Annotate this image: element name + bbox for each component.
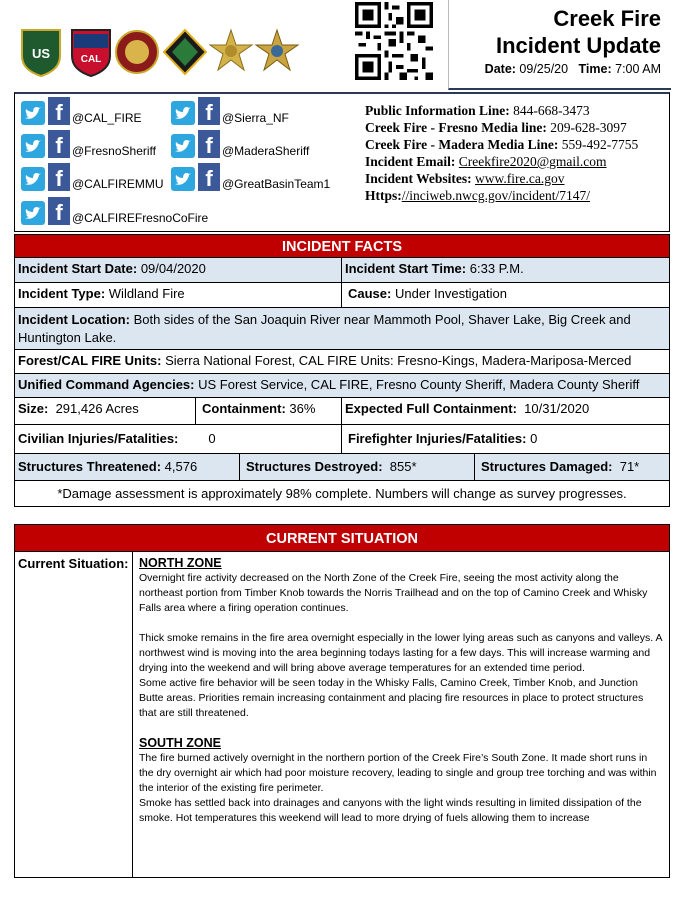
facts-row-structures bbox=[14, 454, 670, 481]
svg-text:CAL: CAL bbox=[80, 54, 102, 65]
time-value: 7:00 AM bbox=[615, 62, 661, 76]
twitter-icon[interactable] bbox=[171, 167, 195, 191]
twitter-icon[interactable] bbox=[21, 101, 45, 125]
social-great-basin[interactable] bbox=[171, 163, 330, 191]
facts-row-units bbox=[14, 350, 670, 374]
facts-row-agencies bbox=[14, 374, 670, 398]
date-label: Date: bbox=[484, 62, 516, 76]
social-sierra-nf[interactable] bbox=[171, 97, 289, 125]
madera-sheriff-star bbox=[254, 26, 300, 78]
structures-destroyed-cell: Structures Destroyed: 855* bbox=[240, 454, 475, 480]
contact-info bbox=[365, 102, 638, 204]
social-fresno-sheriff[interactable] bbox=[21, 130, 156, 158]
social-handle[interactable]: @CALFIREMMU bbox=[72, 177, 164, 191]
facebook-icon[interactable]: f bbox=[198, 97, 220, 125]
units-cell: Forest/CAL FIRE Units: Sierra National Forest, CAL FIRE Units: Fresno-Kings, Madera-Mariposa-Merced bbox=[18, 353, 632, 368]
facts-row-note bbox=[14, 481, 670, 507]
fire-ca-gov-link[interactable]: www.fire.ca.gov bbox=[475, 171, 565, 186]
us-forest-service-logo bbox=[18, 26, 64, 78]
agencies-cell: Unified Command Agencies: US Forest Service, CAL FIRE, Fresno County Sheriff, Madera County Sheriff bbox=[18, 377, 640, 392]
social-calfire-fresno[interactable] bbox=[21, 197, 208, 225]
fresno-media-line: Creek Fire - Fresno Media line: 209-628-3097 bbox=[365, 120, 627, 135]
facts-row-size bbox=[14, 398, 670, 425]
structures-damaged-cell: Structures Damaged: 71* bbox=[481, 459, 640, 474]
location-cell: Incident Location: Both sides of the San Joaquin River near Mammoth Pool, Shaver Lake, Big Creek and Huntington Lake. bbox=[18, 312, 631, 345]
facebook-icon[interactable]: f bbox=[198, 130, 220, 158]
start-date-cell: Incident Start Date: 09/04/2020 bbox=[15, 258, 342, 282]
twitter-icon[interactable] bbox=[21, 134, 45, 158]
facts-row-injuries bbox=[14, 425, 670, 454]
public-info-line: Public Information Line: 844-668-3473 bbox=[365, 103, 590, 118]
title-line1: Creek Fire bbox=[553, 6, 661, 31]
damage-note: *Damage assessment is approximately 98% complete. Numbers will change as survey progresses. bbox=[57, 486, 627, 501]
facebook-icon[interactable]: f bbox=[48, 130, 70, 158]
facts-row-type bbox=[14, 283, 670, 308]
social-handle[interactable]: @GreatBasinTeam1 bbox=[222, 177, 331, 191]
social-cal-fire[interactable] bbox=[21, 97, 142, 125]
incident-facts-table bbox=[14, 234, 670, 507]
time-label: Time: bbox=[578, 62, 612, 76]
south-zone-paragraph: Smoke has settled back into drainages and canyons with the light winds resulting in limited dissipation of the smoke. Hot temperatures this weekend will lead to more drying of fuels allowing them to increase bbox=[139, 797, 642, 824]
title-line2: Incident Update bbox=[495, 33, 661, 58]
expected-containment-cell: Expected Full Containment: 10/31/2020 bbox=[345, 401, 590, 416]
contact-section bbox=[14, 92, 670, 232]
facebook-icon[interactable]: f bbox=[48, 197, 70, 225]
twitter-icon[interactable] bbox=[21, 201, 45, 225]
title-block bbox=[448, 0, 671, 90]
south-zone-title: SOUTH ZONE bbox=[139, 736, 221, 750]
facebook-icon[interactable]: f bbox=[48, 163, 70, 191]
incident-websites: Incident Websites: www.fire.ca.gov bbox=[365, 171, 565, 186]
current-situation-table bbox=[14, 524, 670, 878]
twitter-icon[interactable] bbox=[171, 134, 195, 158]
social-handle[interactable]: @FresnoSheriff bbox=[72, 144, 156, 158]
size-cell: Size: 291,426 Acres bbox=[15, 398, 196, 424]
firefighter-injuries-cell: Firefighter Injuries/Fatalities: 0 bbox=[348, 431, 538, 446]
current-situation-heading: CURRENT SITUATION bbox=[14, 524, 670, 552]
containment-cell: Containment: 36% bbox=[196, 398, 342, 424]
inciweb-link[interactable]: //inciweb.nwcg.gov/incident/7147/ bbox=[401, 188, 590, 203]
twitter-icon[interactable] bbox=[171, 101, 195, 125]
cal-fire-logo bbox=[68, 26, 114, 78]
facts-row-location bbox=[14, 308, 670, 350]
social-handle[interactable]: @CAL_FIRE bbox=[72, 111, 142, 125]
incident-type-cell: Incident Type: Wildland Fire bbox=[15, 283, 342, 307]
incident-email: Incident Email: Creekfire2020@gmail.com bbox=[365, 154, 607, 169]
north-zone-paragraph: Some active fire behavior will be seen today in the Whisky Falls, Camino Creek, Timber Knob, and Junction Butte areas. Priorities remain increasing containment and placing fire resources in place to protect structures that are still threatened. bbox=[139, 677, 644, 719]
social-handle[interactable]: @CALFIREFresnoCoFire bbox=[72, 211, 209, 225]
incident-facts-heading: INCIDENT FACTS bbox=[14, 234, 670, 258]
date-value: 09/25/20 bbox=[519, 62, 569, 76]
north-zone-paragraph: Overnight fire activity decreased on the North Zone of the Creek Fire, seeing the most activity along the northeast portion from Timber Knob towards the Norris Trailhead and on the top of Camino Creek and Whisky Falls area where a firing operation continues. bbox=[139, 572, 648, 614]
situation-content bbox=[133, 552, 669, 877]
cause-cell: Cause: Under Investigation bbox=[348, 286, 507, 301]
structures-threatened-cell: Structures Threatened: 4,576 bbox=[15, 454, 240, 480]
social-calfire-mmu[interactable] bbox=[21, 163, 164, 191]
fresno-county-seal bbox=[114, 26, 160, 78]
facts-row-start bbox=[14, 258, 670, 283]
civilian-injuries-cell: Civilian Injuries/Fatalities: 0 bbox=[15, 425, 342, 453]
situation-body bbox=[14, 552, 670, 878]
social-handle[interactable]: @MaderaSheriff bbox=[222, 144, 310, 158]
south-zone-paragraph: The fire burned actively overnight in the northern portion of the Creek Fire’s South Zone. It made short runs in the dry overnight air which had poor moisture recovery, leading to single and group tree torching and was within the interior of the existing fire perimeter. bbox=[139, 752, 657, 794]
agency-logos bbox=[18, 26, 308, 78]
svg-text:US: US bbox=[31, 46, 51, 61]
twitter-icon[interactable] bbox=[21, 167, 45, 191]
facebook-icon[interactable]: f bbox=[198, 163, 220, 191]
email-link[interactable]: Creekfire2020@gmail.com bbox=[458, 154, 607, 169]
situation-label: Current Situation: bbox=[15, 552, 133, 877]
fresno-sheriff-star bbox=[208, 26, 254, 78]
facebook-icon[interactable]: f bbox=[48, 97, 70, 125]
north-zone-paragraph: Thick smoke remains in the fire area overnight especially in the lower lying areas such as canyons and valleys. A northwest wind is moving into the area beginning todays lasting for a few days. This will increase warming and drying into the weekend and will bring above average temperatures for an extended time period. bbox=[139, 632, 662, 674]
madera-county-logo bbox=[162, 26, 208, 78]
social-madera-sheriff[interactable] bbox=[171, 130, 309, 158]
madera-media-line: Creek Fire - Madera Media Line: 559-492-7755 bbox=[365, 137, 639, 152]
inciweb-url: Https://inciweb.nwcg.gov/incident/7147/ bbox=[365, 188, 590, 203]
north-zone-title: NORTH ZONE bbox=[139, 556, 222, 570]
social-handle[interactable]: @Sierra_NF bbox=[222, 111, 289, 125]
date-time bbox=[485, 62, 661, 76]
start-time-cell: Incident Start Time: 6:33 P.M. bbox=[345, 261, 524, 276]
qr-code[interactable] bbox=[355, 2, 433, 80]
